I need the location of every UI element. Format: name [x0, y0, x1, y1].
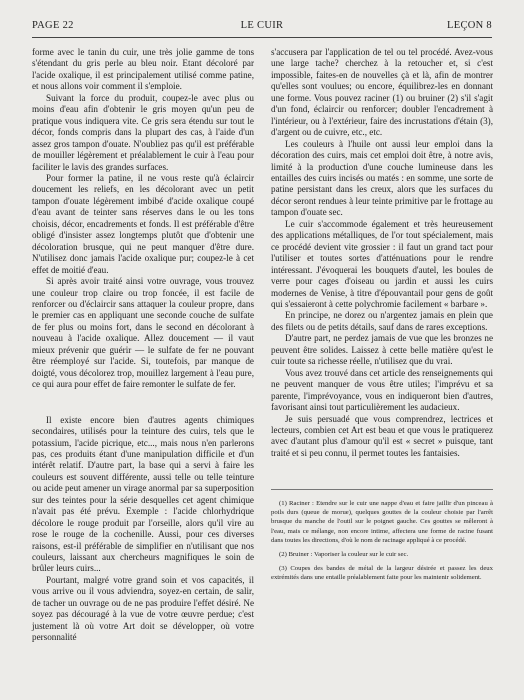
paragraph: D'autre part, ne perdez jamais de vue que les bronzes ne peuvent être solides. Laissez à cette belle matière qu'est le cuir toute sa richesse réelle, n'utilisez que du vrai. [271, 333, 493, 367]
page-number: PAGE 22 [32, 20, 74, 31]
paragraph: forme avec le tanin du cuir, une très jolie gamme de tons s'étendant du gris perle au bleu noir. Etant décoloré par l'acide oxalique, il est principalement utilisé comme patine, et nous allons voir comment il s'emploie. [32, 47, 254, 92]
footnote: (2) Bruiner : Vaporiser la couleur sur le cuir sec. [279, 551, 409, 559]
paragraph: Les couleurs à l'huile ont aussi leur emploi dans la décoration des cuirs, mais cet emploi doit être, à notre avis, limité à la production d'une couche lumineuse dans les entailles des cuirs incisés ou matés : en somme, une sorte de patine persistant dans les creux, alors que les surfaces du décor seront rendues à leur teinte primitive par le frottage au tampon d'ouate sec. [271, 138, 493, 218]
footnote: (1) Raciner : Etendre sur le cuir une nappe d'eau et faire jaillir d'un pinceau à poils durs (queue de morue), quelques gouttes de la couleur choisie par l'arrêt brusque du manche de l'outil sur le poignet gauche. Ces gouttes se mêleront à l'eau, mais ce mélange, non encore intime, affectera une forme de racine fusant dans toutes les directions, d'où le nom de racinage appliqué à ce procédé. [271, 500, 493, 544]
paragraph: s'accusera par l'application de tel ou tel procédé. Avez-vous une large tache? cherchez à la retoucher et, si c'est impossible, faites-en de nouvelles çà et là, afin de montrer qu'elles sont voulues; ou encore, équilibrez-les en donnant une forme. Vous pouvez raciner (1) ou bruiner (2) s'il s'agit d'un fond, éclaircir ou renforcer; doubler l'encadrement à l'intérieur, ou à l'extérieur, faire des incrustations d'étain (3), d'argent ou de cuivre, etc., etc. [271, 47, 493, 138]
right-column [271, 47, 493, 459]
section-gap [32, 403, 254, 415]
left-column [32, 47, 254, 644]
paragraph: Je suis persuadé que vous comprendrez, lectrices et lecteurs, combien cet Art est beau et que vous le pratiquerez avec d'autant plus d'amour qu'il est « secret » puisque, tant traité et si peu connu, il permet toutes les fantaisies. [271, 413, 493, 458]
paragraph: Si après avoir traité ainsi votre ouvrage, vous trouvez une couleur trop claire ou trop foncée, il est facile de renforcer ou d'éclaircir sans attaquer la couleur propre, dans le premier cas en appliquant une seconde couche de sulfate de fer plus ou moins fort, dans le second en décolorant à nouveau à l'acide oxalique. Allez doucement — il vaut mieux prévenir que guérir — le sulfate de fer ne pouvant être réemployé sur l'acide. Si, toutefois, par manque de doigté, vous décolorez trop, mouillez largement à l'eau pure, ce qui aura pour effet de faire remonter le sulfate de fer. [32, 276, 254, 390]
paragraph: En principe, ne dorez ou n'argentez jamais en plein que des filets ou de petits détails, sauf dans de rares exceptions. [271, 310, 493, 332]
paragraph: Vous avez trouvé dans cet article des renseignements qui ne peuvent manquer de vous être utiles; l'imprévu et sa parente, l'imprévoyance, vous en indiqueront bien d'autres, favorisant ainsi tout particulièrement les audacieux. [271, 367, 493, 413]
paragraph: Il existe encore bien d'autres agents chimiques secondaires, utilisés pour la teinture des cuirs, tels que le potassium, l'acide picrique, etc..., mais nous n'en parlerons pas, ces produits étant d'une manipulation difficile et d'un intérêt relatif. D'autre part, la base qui a servi à faire les couleurs est souvent différente, aussi telle ou telle teinture ou acide peut amener un virage anormal par sa superposition sur des teintes pour la série desquelles cet agent chimique n'avait pas été prévu. Exemple : l'acide chlorhydrique décolore le rouge produit par l'orseille, alors qu'il vire au rose le rouge de la cochenille. Aussi, pour ces diverses raisons, est-il préférable de simplifier en n'utilisant que nos couleurs, laissant aux chercheurs magnifiques le soin de brûler leurs cuirs... [32, 414, 254, 574]
paragraph: Pourtant, malgré votre grand soin et vos capacités, il vous arrive ou il vous adviendra, soyez-en certain, de salir, de tacher un ouvrage ou de ne pas produire l'effet désiré. Ne soyez pas découragé à la vue de votre œuvre perdue; c'est justement là où votre Art doit se développer, où votre personnalité [32, 574, 254, 643]
header-rule [32, 37, 492, 38]
section-gap [32, 391, 254, 403]
running-title: LE CUIR [240, 20, 284, 31]
paragraph: Suivant la force du produit, coupez-le avec plus ou moins d'eau afin d'obtenir le gris moyen qu'un peu de pratique vous indiquera vite. Ce gris sera étendu sur tout le décor, fonds compris dans la plupart des cas, à l'aide d'un assez gros tampon d'ouate. N'oubliez pas qu'il est préférable de mouiller légèrement et préalablement le cuir à l'eau pour faciliter le lavis des grandes surfaces. [32, 92, 254, 172]
footnote: (3) Coupes des bandes de métal de la largeur désirée et passez les deux extrémités dans une entaille préalablement faite pour les maintenir solidement. [271, 565, 493, 582]
footnote-rule [271, 489, 493, 490]
footnotes [271, 489, 493, 588]
paragraph: Pour former la patine, il ne vous reste qu'à éclaircir doucement les reliefs, en les décolorant avec un petit tampon d'ouate légèrement imbibé d'acide oxalique coupé d'eau avant de teinter sans réserves dans le ou les tons choisis, décor, encadrements et fonds. Il est préférable d'être obligé d'insister assez longtemps plutôt que d'obtenir une décoloration brusque, qui ne peut manquer d'être dure. N'utilisez donc jamais l'acide oxalique pur; coupez-le à cet effet de moitié d'eau. [32, 172, 254, 275]
paragraph: Le cuir s'accommode également et très heureusement des applications métalliques, de l'or tout spécialement, mais ce procédé devient vite grossier : il faut un grand tact pour l'utiliser et toutes sortes d'atténuations pour le rendre intéressant. J'évoquerai les bouquets d'autel, les boules de verre pour cages d'oiseau ou jardin et aussi les cuirs modernes de Venise, à titre d'épouvantail pour gens de goût qui s'essaieront à cette polychromie facilement « barbare ». [271, 218, 493, 309]
lesson-label: LEÇON 8 [447, 20, 492, 31]
